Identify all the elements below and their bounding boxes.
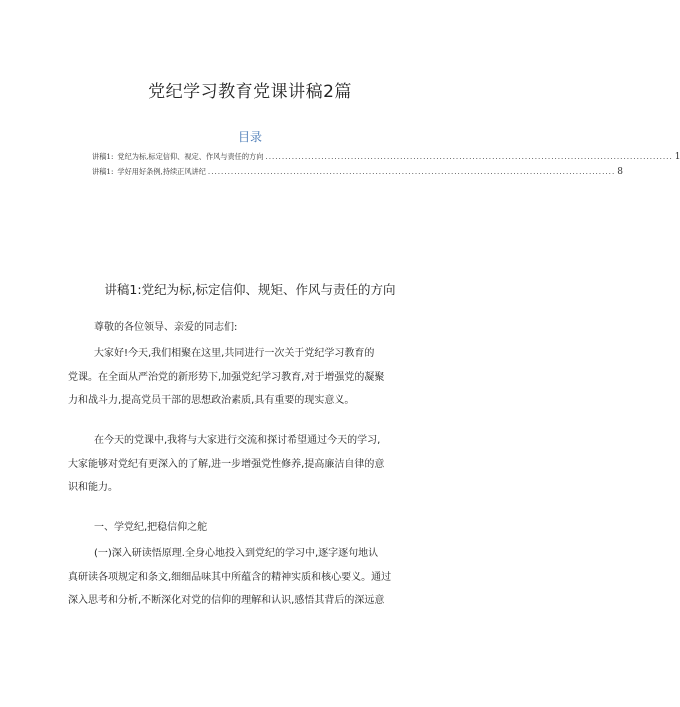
- section-title: 讲稿1:党纪为标,标定信仰、规矩、作风与责任的方向: [104, 282, 396, 297]
- paragraph-line: 识和能力。: [68, 482, 118, 493]
- paragraph-line: 真研读各项规定和条文,细细品味其中所蕴含的精神实质和核心要义。通过: [68, 571, 392, 583]
- toc-entry-label: 讲稿1:: [92, 167, 114, 176]
- paragraph-line: 大家能够对党纪有更深入的了解,进一步增强党性修养,提高廉洁自律的意: [68, 458, 385, 470]
- toc-entry[interactable]: [92, 152, 680, 167]
- paragraph-line: 在今天的党课中,我将与大家进行交流和探讨希望通过今天的学习,: [94, 435, 381, 446]
- paragraph-3: [68, 542, 432, 613]
- toc-entry[interactable]: [92, 167, 623, 182]
- paragraph-line: 大家好!今天,我们相聚在这里,共同进行一次关于党纪学习教育的: [94, 348, 375, 359]
- toc-entry-text: 党纪为标,标定信仰、视定、作风与责任的方向: [117, 152, 264, 161]
- paragraph-line: 深入思考和分析,不断深化对党的信仰的理解和认识,感悟其背后的深远意: [68, 595, 385, 606]
- toc-entry-page: 1: [674, 152, 680, 162]
- paragraph-line: (一)深入研读悟原理.全身心地投入到党纪的学习中,逐字逐句地认: [94, 548, 379, 559]
- toc-leader-dots: ............................................................................................................................: [265, 152, 673, 161]
- toc-leader-dots: ............................................................................................................................: [207, 167, 616, 176]
- greeting: 尊敬的各位领导、亲爱的同志们:: [94, 322, 238, 333]
- paragraph-line: 党课。在全面从严治党的新形势下,加强党纪学习教育,对于增强党的凝聚: [68, 371, 385, 383]
- table-of-contents: [92, 152, 680, 182]
- document-title: 党纪学习教育党课讲稿2篇: [148, 82, 352, 102]
- paragraph-2: [68, 429, 432, 500]
- heading-one: 一、学党纪,把稳信仰之舵: [94, 522, 208, 533]
- toc-heading: 目录: [237, 130, 262, 144]
- toc-entry-text: 学好用好条例,持续正风讲纪: [117, 167, 206, 176]
- paragraph-1: [68, 342, 432, 413]
- toc-entry-label: 讲稿1:: [92, 152, 114, 161]
- toc-entry-page: 8: [617, 167, 623, 177]
- paragraph-line: 力和战斗力,提高党员干部的思想政治素质,具有重要的现实意义。: [68, 395, 355, 406]
